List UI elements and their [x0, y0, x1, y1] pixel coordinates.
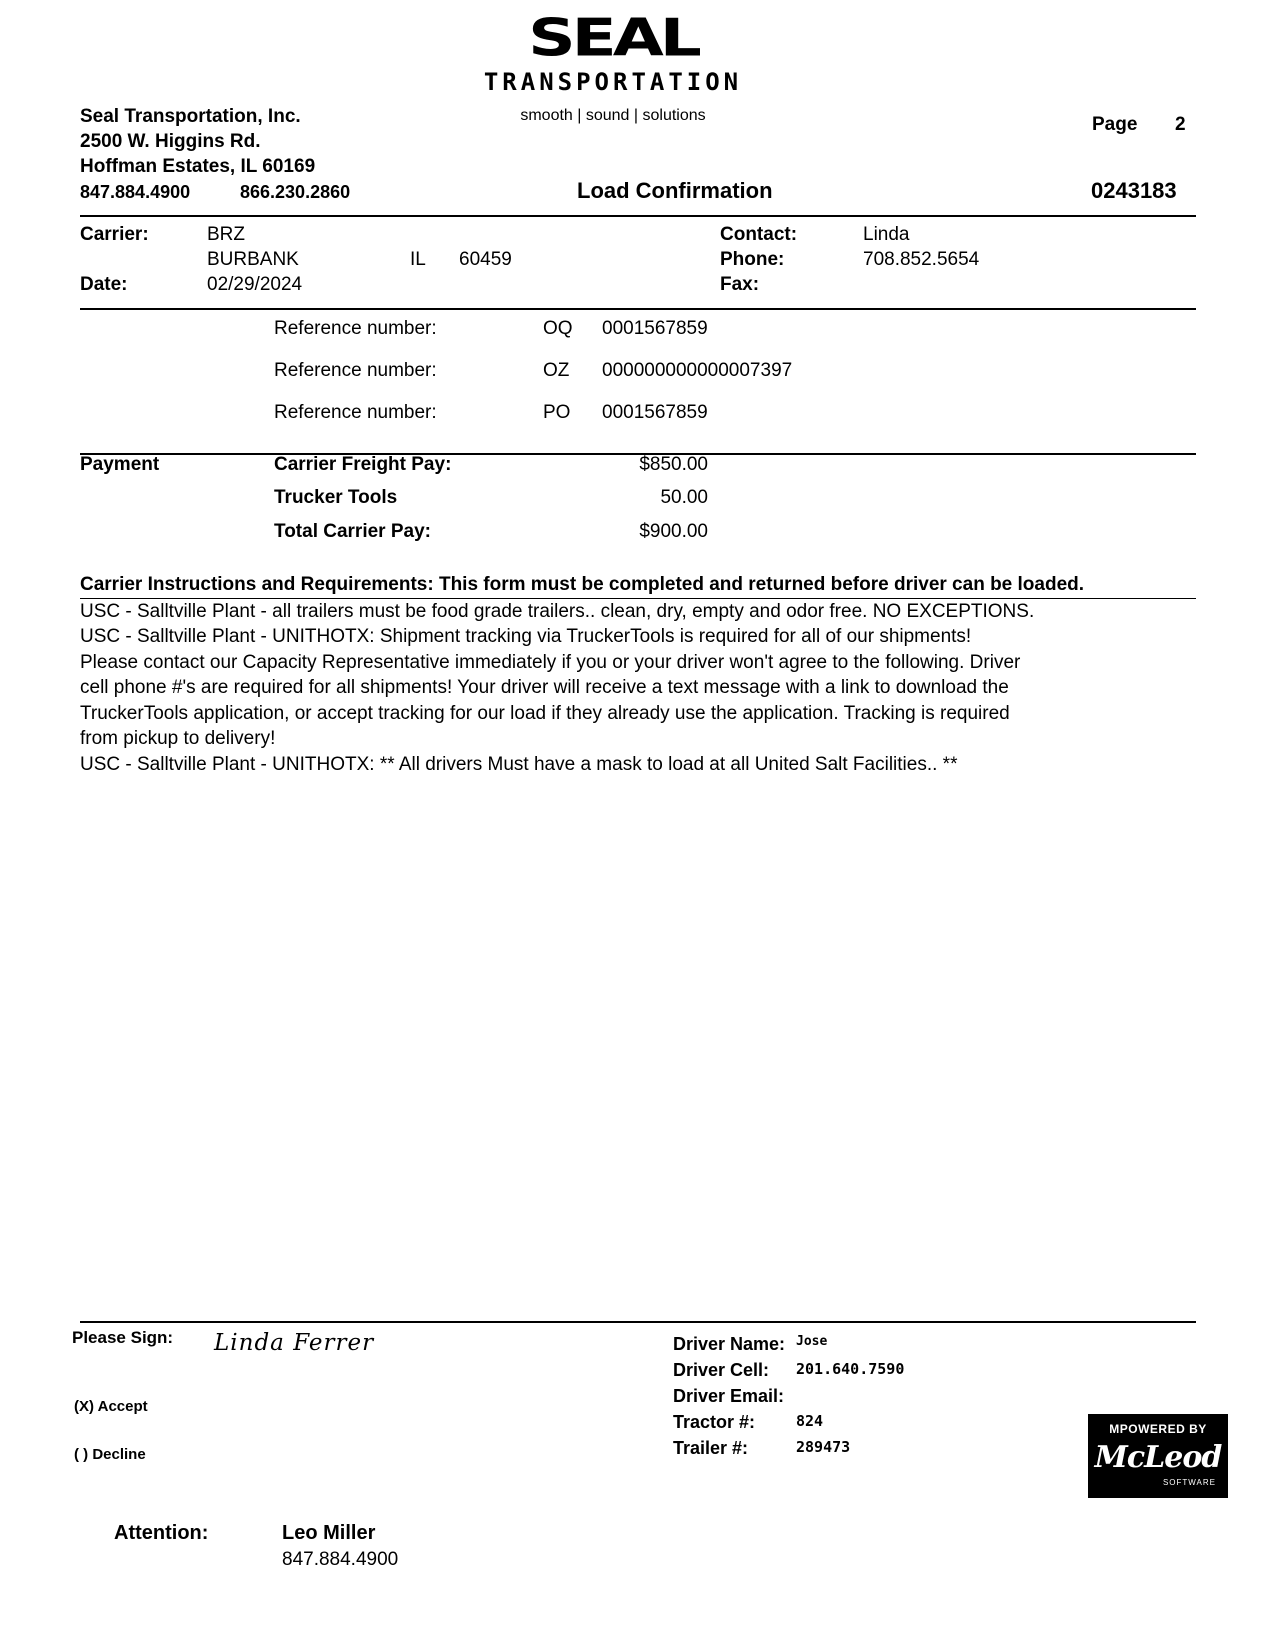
mcleod-brand: McLeod: [1094, 1440, 1222, 1475]
reference-code: OQ: [543, 318, 573, 339]
phone-value: 708.852.5654: [863, 249, 980, 270]
carrier-name: BRZ: [207, 224, 245, 245]
divider-carrier: [80, 308, 1196, 310]
date-value: 02/29/2024: [207, 274, 303, 295]
reference-label: Reference number:: [274, 318, 437, 339]
reference-code: PO: [543, 402, 571, 423]
accept-option: (X) Accept: [74, 1398, 148, 1415]
mcleod-top-text: MPOWERED BY: [1109, 1422, 1207, 1436]
carrier-instructions: [80, 572, 1200, 777]
divider-header: [80, 215, 1196, 217]
reference-value: 0001567859: [602, 318, 708, 339]
instruction-line: Please contact our Capacity Representative immediately if you or your driver won't agree to the following. Driver: [80, 651, 1021, 673]
reference-value: 000000000000007397: [602, 360, 793, 381]
mcleod-logo: [1088, 1414, 1228, 1498]
mcleod-software: SOFTWARE: [1162, 1478, 1216, 1487]
contact-value: Linda: [863, 224, 910, 245]
payment-line-amount: $850.00: [639, 454, 708, 475]
payment-line-amount: $900.00: [639, 521, 708, 542]
instruction-line: TruckerTools application, or accept tracking for our load if they already use the application. Tracking is required: [80, 702, 1010, 724]
logo-subtitle: TRANSPORTATION: [483, 68, 743, 96]
company-address-line2: Hoffman Estates, IL 60169: [80, 156, 316, 177]
carrier-state: IL: [410, 249, 426, 270]
instructions-heading: Carrier Instructions and Requirements: This form must be completed and returned before driver can be loaded.: [80, 572, 1196, 599]
decline-option: ( ) Decline: [74, 1446, 146, 1463]
sign-label: Please Sign:: [72, 1328, 174, 1347]
contact-label: Contact:: [720, 224, 798, 245]
page-label: Page: [1092, 114, 1138, 135]
driver-name-label: Driver Name:: [673, 1334, 786, 1354]
logo-word: SEAL: [528, 8, 698, 69]
instruction-line: USC - Salltville Plant - UNITHOTX: ** All drivers Must have a mask to load at all United Salt Facilities.. **: [80, 753, 958, 775]
instruction-line: from pickup to delivery!: [80, 728, 276, 749]
payment-line-label: Total Carrier Pay:: [274, 521, 431, 542]
phone-label: Phone:: [720, 249, 785, 270]
trailer-value: 289473: [796, 1438, 851, 1456]
load-number: 0243183: [1091, 178, 1177, 203]
date-label: Date:: [80, 274, 128, 295]
carrier-zip: 60459: [459, 249, 512, 270]
tractor-value: 824: [796, 1412, 824, 1430]
payment-line-label: Trucker Tools: [274, 487, 398, 508]
company-phone-2: 866.230.2860: [240, 182, 351, 202]
document-title: Load Confirmation: [577, 178, 773, 203]
reference-label: Reference number:: [274, 360, 437, 381]
reference-label: Reference number:: [274, 402, 437, 423]
instruction-line: USC - Salltville Plant - all trailers must be food grade trailers.. clean, dry, empty and odor free. NO EXCEPTIONS.: [80, 600, 1035, 622]
company-name: Seal Transportation, Inc.: [80, 106, 301, 127]
attention-label: Attention:: [114, 1522, 209, 1544]
carrier-city: BURBANK: [207, 249, 299, 270]
reference-value: 0001567859: [602, 402, 708, 423]
reference-code: OZ: [543, 360, 570, 381]
instruction-line: USC - Salltville Plant - UNITHOTX: Shipment tracking via TruckerTools is required for all of our shipments!: [80, 626, 972, 647]
company-address-line1: 2500 W. Higgins Rd.: [80, 131, 261, 152]
divider-signature: [80, 1321, 1196, 1323]
driver-cell-value: 201.640.7590: [796, 1360, 905, 1378]
instruction-line: cell phone #'s are required for all shipments! Your driver will receive a text message with a link to download the: [80, 677, 1009, 698]
attention-name: Leo Miller: [282, 1522, 376, 1544]
driver-name-value: Jose: [796, 1334, 828, 1349]
driver-email-label: Driver Email:: [673, 1386, 785, 1406]
trailer-label: Trailer #:: [673, 1438, 749, 1458]
fax-label: Fax:: [720, 274, 760, 295]
page-number: 2: [1175, 114, 1186, 135]
tractor-label: Tractor #:: [673, 1412, 756, 1432]
company-phone-1: 847.884.4900: [80, 182, 191, 202]
signature: Linda Ferrer: [214, 1330, 375, 1356]
attention-phone: 847.884.4900: [282, 1549, 399, 1570]
driver-cell-label: Driver Cell:: [673, 1360, 770, 1380]
logo-tagline: smooth | sound | solutions: [520, 107, 706, 124]
carrier-label: Carrier:: [80, 224, 149, 245]
payment-line-label: Carrier Freight Pay:: [274, 454, 452, 475]
payment-label: Payment: [80, 454, 160, 475]
payment-line-amount: 50.00: [660, 487, 708, 508]
